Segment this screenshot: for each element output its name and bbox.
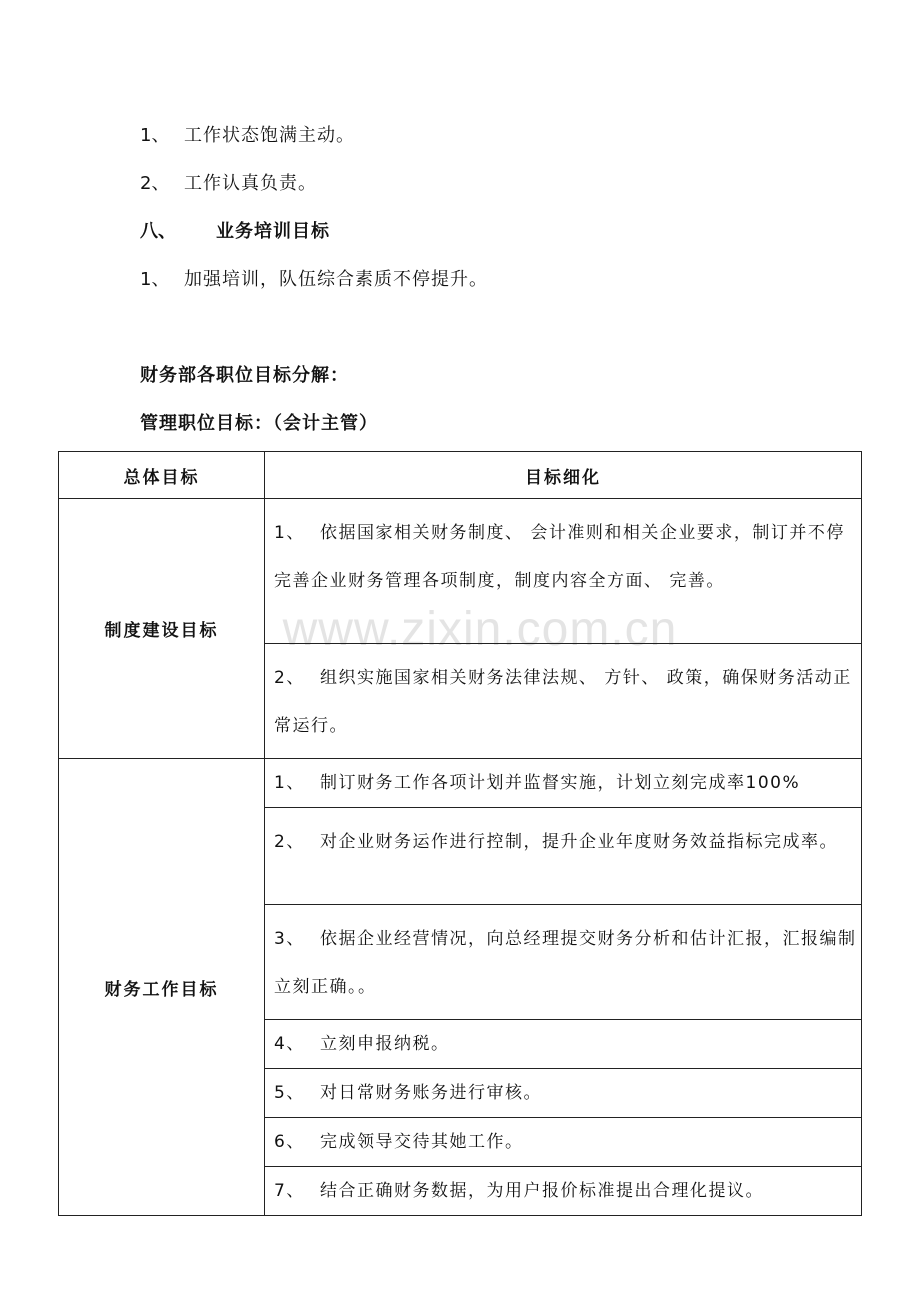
- detail-cell: [265, 1118, 862, 1167]
- list-number: 2、: [140, 173, 170, 194]
- list-number: 1、: [140, 125, 170, 146]
- category-cell: 财务工作目标: [59, 759, 265, 1216]
- section-number: 八、: [140, 221, 176, 242]
- detail-cell: [265, 905, 862, 1020]
- detail-number: 3、: [274, 929, 305, 949]
- detail-text: 对企业财务运作进行控制，提升企业年度财务效益指标完成率。: [320, 832, 838, 852]
- detail-text: 依据企业经营情况，向总经理提交财务分析和估计汇报，汇报编制立刻正确。。: [274, 929, 857, 997]
- list-number: 1、: [140, 269, 170, 290]
- header-goal-detail: 目标细化: [265, 452, 862, 499]
- detail-cell: [265, 1020, 862, 1069]
- detail-text: 对日常财务账务进行审核。: [320, 1083, 542, 1103]
- header-overall-goal: 总体目标: [59, 452, 265, 499]
- detail-text: 完成领导交待其她工作。: [320, 1132, 524, 1152]
- table-row: [59, 759, 862, 808]
- list-text: 工作认真负责。: [184, 173, 317, 194]
- detail-text: 依据国家相关财务制度、 会计准则和相关企业要求，制订并不停完善企业财务管理各项制度，制度内容全方面、 完善。: [274, 523, 845, 591]
- detail-cell: [265, 644, 862, 759]
- list-text: 加强培训，队伍综合素质不停提升。: [184, 269, 488, 290]
- table-header-row: [59, 452, 862, 499]
- detail-cell: [265, 499, 862, 644]
- detail-text: 立刻申报纳税。: [320, 1034, 450, 1054]
- detail-number: 4、: [274, 1034, 305, 1054]
- detail-cell: [265, 1167, 862, 1216]
- detail-cell: [265, 808, 862, 905]
- detail-number: 2、: [274, 668, 305, 688]
- detail-text: 制订财务工作各项计划并监督实施，计划立刻完成率100%: [320, 773, 801, 793]
- detail-number: 1、: [274, 773, 305, 793]
- detail-text: 组织实施国家相关财务法律法规、 方针、 政策，确保财务活动正常运行。: [274, 668, 852, 736]
- detail-number: 6、: [274, 1132, 305, 1152]
- detail-number: 5、: [274, 1083, 305, 1103]
- detail-number: 2、: [274, 832, 305, 852]
- detail-text: 结合正确财务数据，为用户报价标准提出合理化提议。: [320, 1181, 764, 1201]
- detail-cell: [265, 1069, 862, 1118]
- detail-cell: [265, 759, 862, 808]
- table-row: [59, 499, 862, 644]
- section-title: 业务培训目标: [216, 221, 330, 242]
- goals-table: [58, 451, 862, 1216]
- detail-number: 1、: [274, 523, 305, 543]
- detail-number: 7、: [274, 1181, 305, 1201]
- category-cell: 制度建设目标: [59, 499, 265, 759]
- list-text: 工作状态饱满主动。: [184, 125, 355, 146]
- watermark: www.zixin.com.cn: [282, 603, 678, 656]
